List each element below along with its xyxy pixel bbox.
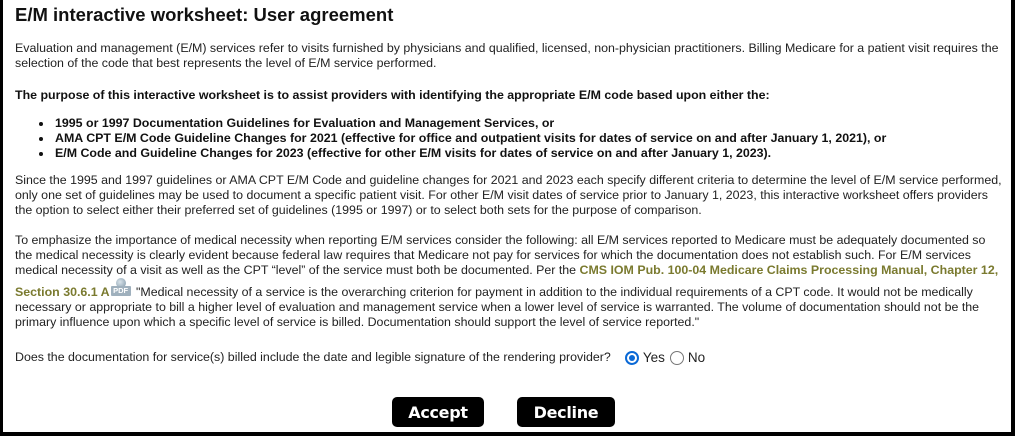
no-radio-label[interactable]: No	[687, 350, 706, 365]
no-radio[interactable]	[670, 351, 684, 365]
pdf-icon-label: PDF	[111, 286, 131, 296]
signature-question	[15, 350, 710, 365]
accept-button[interactable]: Accept	[392, 397, 484, 427]
yes-radio-label[interactable]: Yes	[642, 350, 665, 365]
decline-button[interactable]: Decline	[517, 397, 615, 427]
signature-radio-group	[625, 350, 710, 365]
list-item: • E/M Code and Guideline Changes for 2023 (effective for other E/M visits for dates of service on and after January 1, 2023).	[53, 146, 886, 161]
intro-paragraph: Evaluation and management (E/M) services refer to visits furnished by physicians and qualified, licensed, non-physician practitioners. Billing Medicare for a patient visit requires the selection of the code that best represents the level of E/M service performed.	[15, 41, 999, 70]
cms-manual-link[interactable]: CMS IOM Pub. 100-04 Medicare Claims Processing Manual, Chapter 12, Section 30.6.1 A	[15, 263, 999, 299]
page-title: E/M interactive worksheet: User agreement	[15, 4, 394, 25]
pdf-icon[interactable]	[111, 278, 131, 298]
guidelines-list	[35, 116, 886, 161]
purpose-paragraph: The purpose of this interactive worksheet is to assist providers with identifying the appropriate E/M code based upon either the:	[15, 88, 770, 102]
guidelines-note-paragraph: Since the 1995 and 1997 guidelines or AMA CPT E/M Code and guideline changes for 2021 and 2023 each specify different criteria to determine the level of E/M service performed, only one set of guidelines may be used to document a specific patient visit. For other E/M visit dates of service prior to January 1, 2023, this interactive worksheet offers providers the option to select either their preferred set of guidelines (1995 or 1997) or to select both sets for the purpose of comparison.	[15, 173, 1002, 217]
medical-necessity-quote: "Medical necessity of a service is the overarching criterion for payment in addition to the individual requirements of a CPT code. It would not be medically necessary or appropriate to bill a higher level of evaluation and management service when a lower level of service is warranted. The volume of documentation should not be the primary influence upon which a specific level of service is billed. Documentation should support the level of service reported."	[15, 285, 980, 329]
medical-necessity-paragraph	[15, 233, 1005, 330]
yes-radio[interactable]	[625, 351, 639, 365]
medical-necessity-text: To emphasize the importance of medical necessity when reporting E/M services consider the following: all E/M services reported to Medicare must be adequately documented so the medical necessity is clearly evident because federal law requires that Medicare not pay for services for which the documentation does not establish such. For E/M services medical necessity of a visit as well as the CPT “level” of the service must both be documented. Per the	[15, 233, 986, 277]
list-item: • AMA CPT E/M Code Guideline Changes for 2021 (effective for office and outpatient visits for dates of service on and after January 1, 2021), or	[53, 131, 886, 146]
list-item: • 1995 or 1997 Documentation Guidelines for Evaluation and Management Services, or	[53, 116, 886, 131]
signature-question-text: Does the documentation for service(s) billed include the date and legible signature of the rendering provider?	[15, 350, 611, 364]
